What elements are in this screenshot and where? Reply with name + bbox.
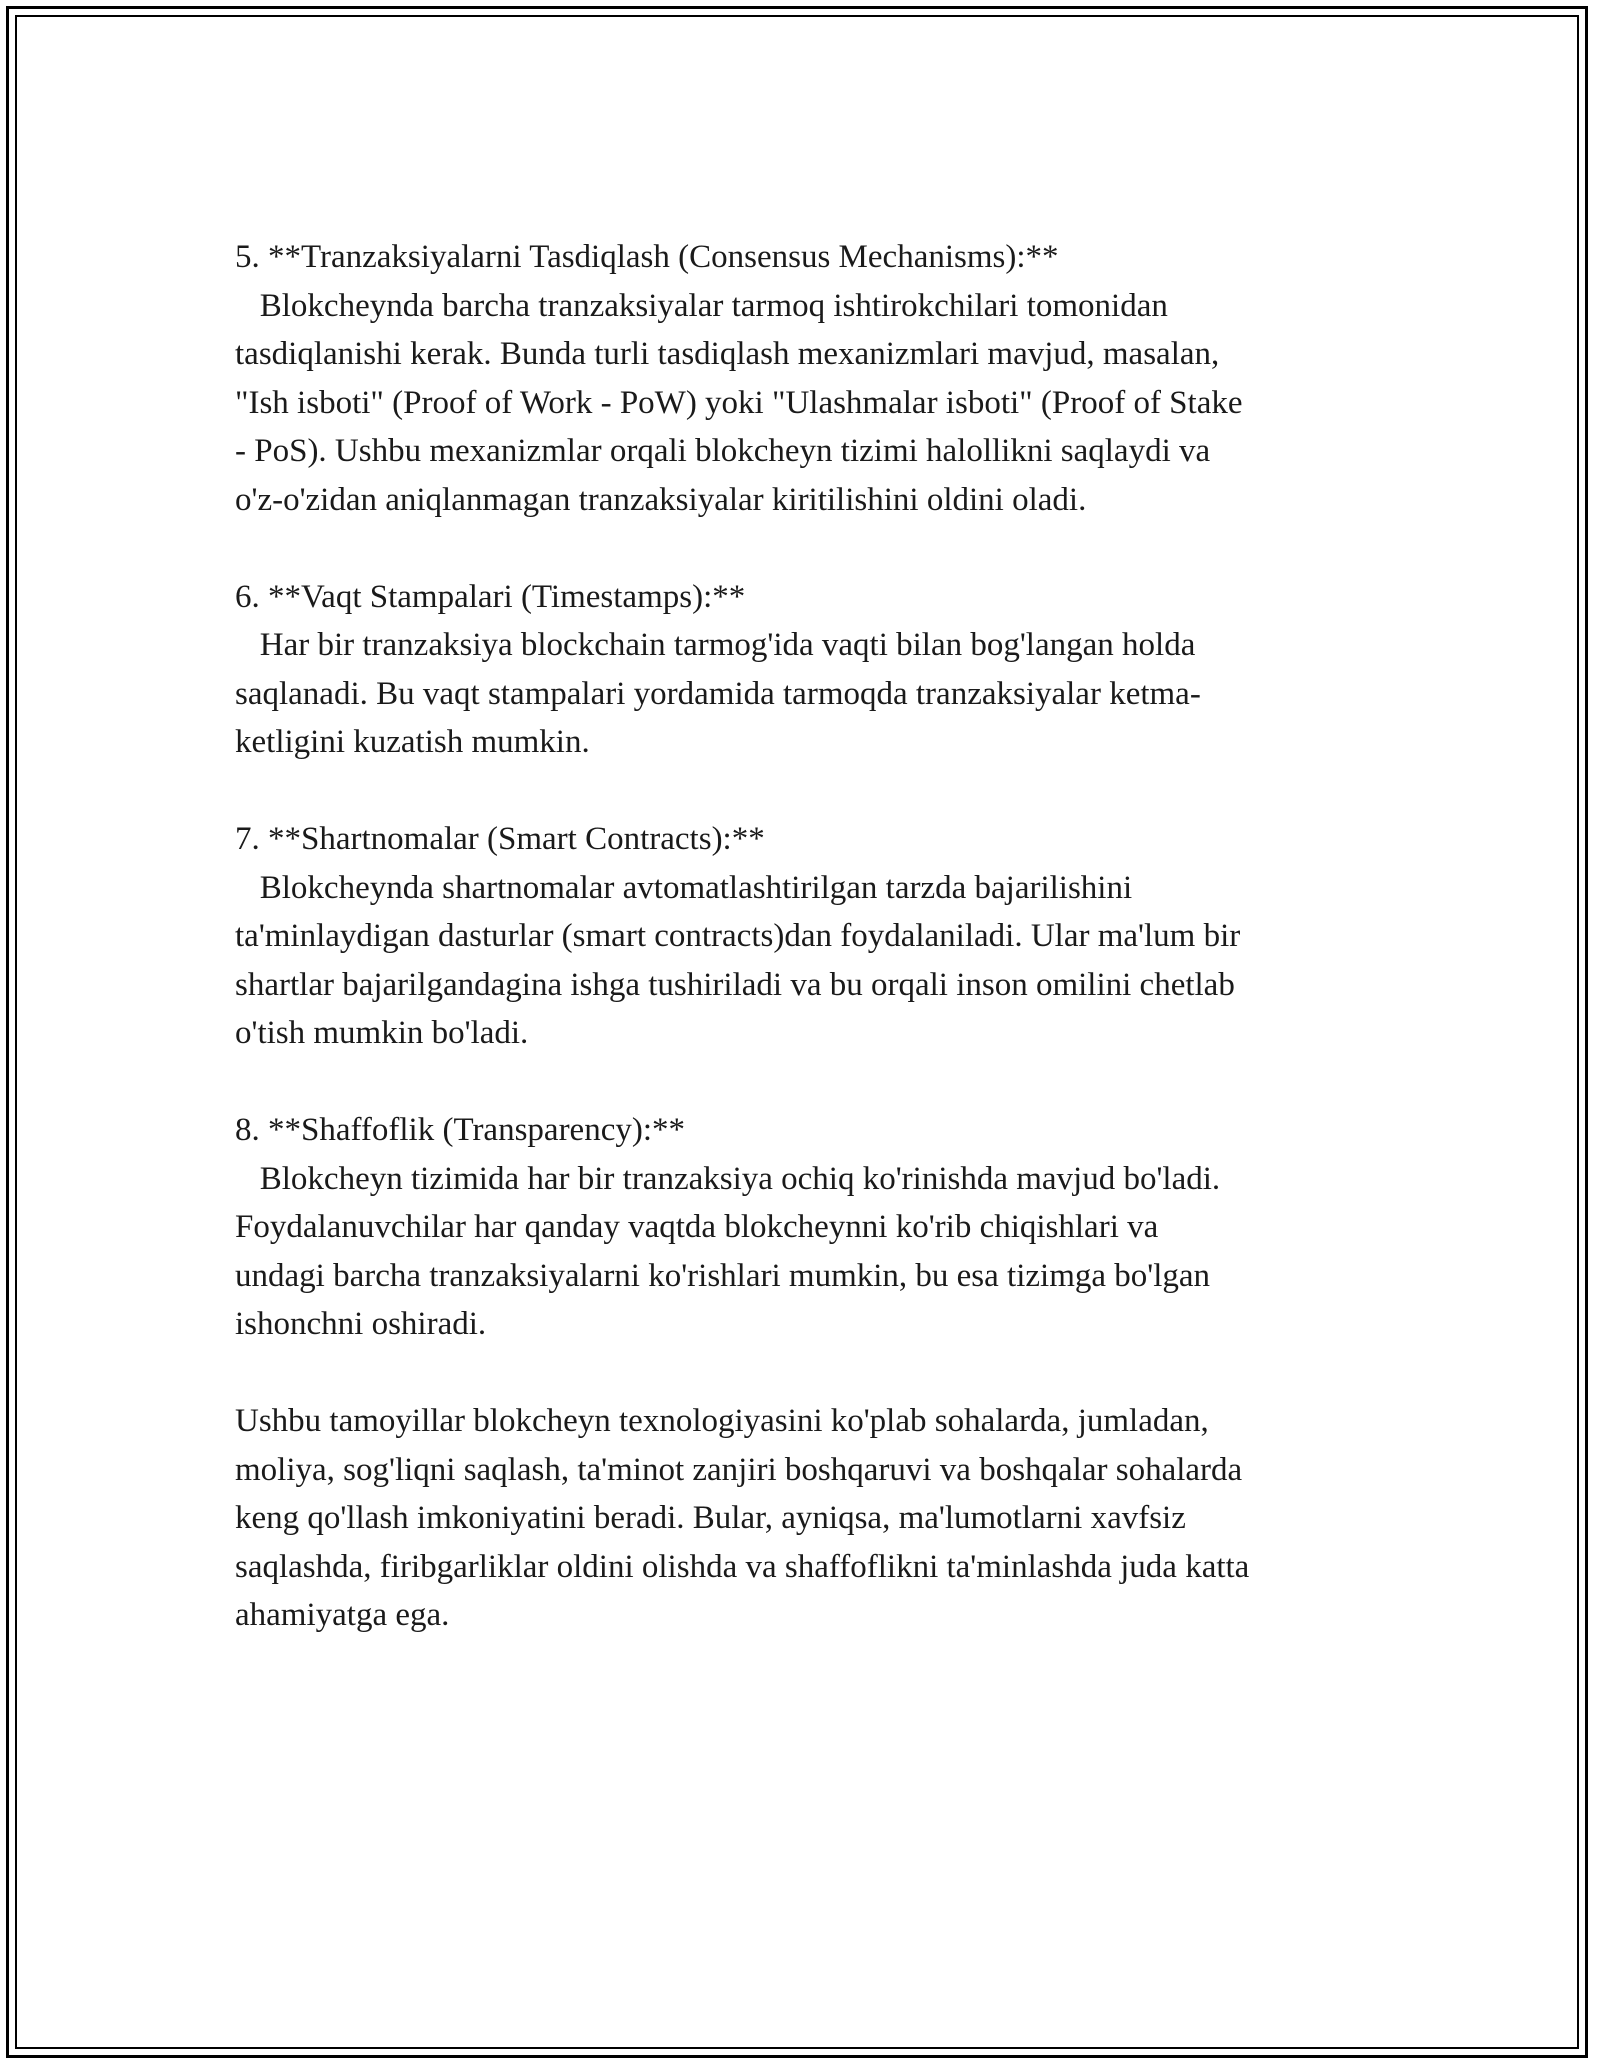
paragraph-gap [235, 1349, 1375, 1398]
section-text: Har bir tranzaksiya blockchain tarmog'ida vaqti bilan bog'langan holda saqlanadi. Bu vaqt stampalari yordamida tarmoqda tranzaksiyalar ketma- ketligini kuzatish mumkin. [235, 627, 1201, 760]
section-heading: 6. **Vaqt Stampalari (Timestamps):** [235, 578, 746, 615]
paragraph-gap [235, 524, 1375, 573]
section-text: Blokcheynda shartnomalar avtomatlashtirilgan tarzda bajarilishini ta'minlaydigan dasturlar (smart contracts)dan foydalaniladi. Ular ma'lum bir shartlar bajarilgandagina ishga tushiriladi va bu orqali inson omilini chetlab o'tish mumkin bo'ladi. [235, 869, 1241, 1051]
paragraph-gap [235, 767, 1375, 816]
section-text: Blokcheyn tizimida har bir tranzaksiya ochiq ko'rinishda mavjud bo'ladi. Foydalanuvchilar har qanday vaqtda blokcheynni ko'rib chiqishlari va undagi barcha tranzaksiyalarni ko'rishlari mumkin, bu esa tizimga bo'lgan ishonchni oshiradi. [235, 1160, 1221, 1342]
section-text: Blokcheynda barcha tranzaksiyalar tarmoq ishtirokchilari tomonidan tasdiqlanishi kerak. Bunda turli tasdiqlash mexanizmlari mavjud, masalan, "Ish isboti" (Proof of Work - PoW) yoki "Ulashmalar isboti" (Proof of Stake - PoS). Ushbu mexanizmlar orqali blokcheyn tizimi halollikni saqlaydi va o'z-o'zidan aniqlanmagan tranzaksiyalar kiritilishini oldini oladi. [235, 287, 1243, 518]
document-body [235, 233, 1375, 1640]
section-heading: 5. **Tranzaksiyalarni Tasdiqlash (Consensus Mechanisms):** [235, 239, 1059, 275]
section-heading: 7. **Shartnomalar (Smart Contracts):** [235, 821, 765, 857]
section-timestamps [235, 573, 1375, 767]
paragraph-gap [235, 1058, 1375, 1107]
section-consensus [235, 233, 1375, 524]
section-smart-contracts [235, 815, 1375, 1058]
section-transparency [235, 1106, 1375, 1349]
conclusion-paragraph: Ushbu tamoyillar blokcheyn texnologiyasini ko'plab sohalarda, jumladan, moliya, sog'liqni saqlash, ta'minot zanjiri boshqaruvi va boshqalar sohalarda keng qo'llash imkoniyatini beradi. Bular, ayniqsa, ma'lumotlarni xavfsiz saqlashda, firibgarliklar oldini olishda va shaffoflikni ta'minlashda juda katta ahamiyatga ega. [235, 1403, 1250, 1633]
section-heading: 8. **Shaffoflik (Transparency):** [235, 1112, 686, 1148]
